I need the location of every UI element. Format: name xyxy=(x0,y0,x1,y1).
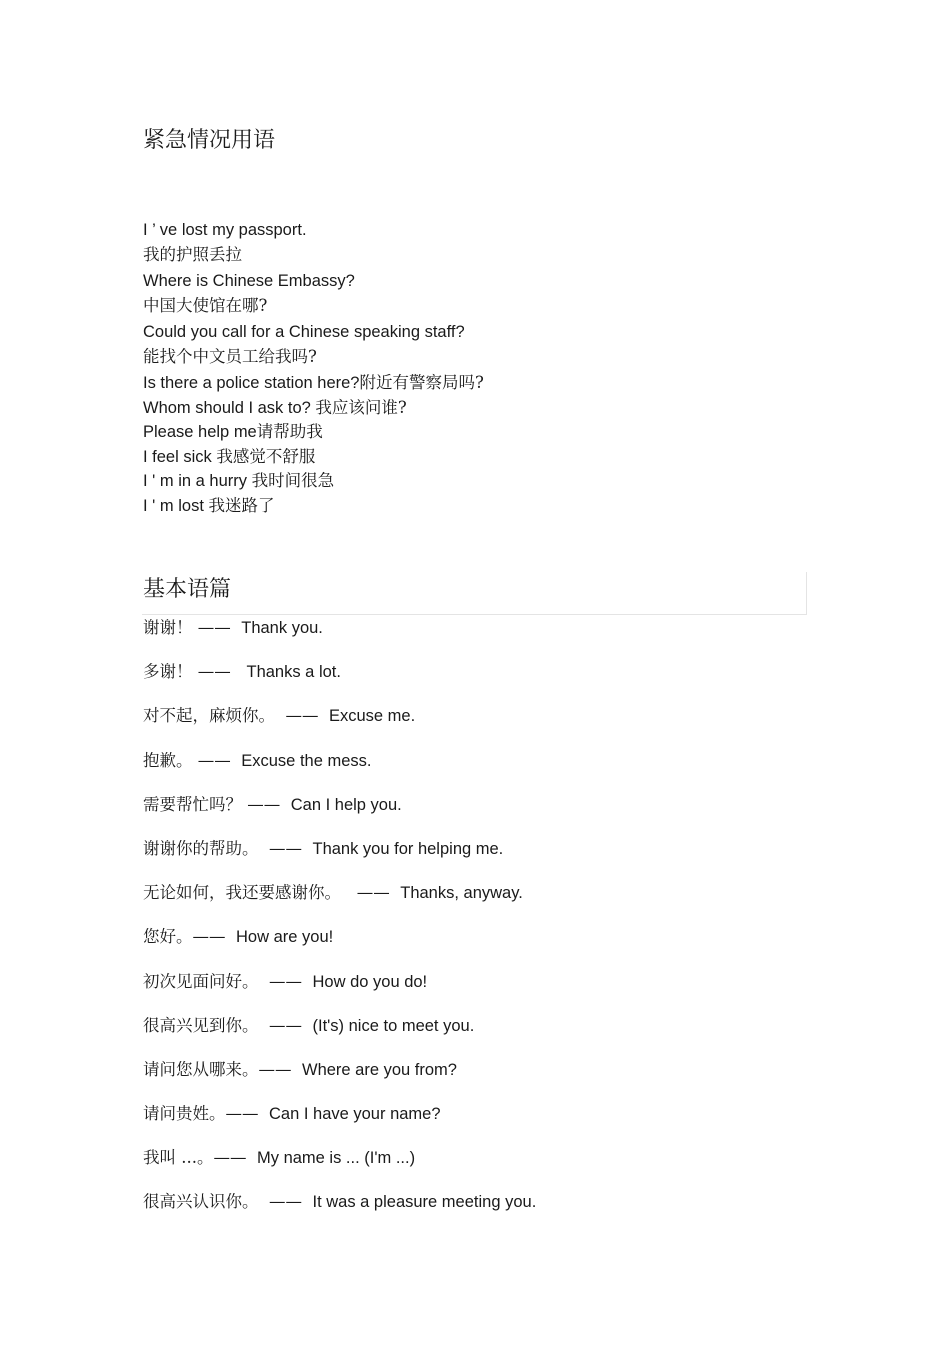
phrase-english: Thank you for helping me. xyxy=(312,839,504,858)
phrase-english: Can I have your name? xyxy=(269,1105,441,1124)
phrase-english: How are you! xyxy=(236,928,334,947)
phrase-chinese: 您好。—— xyxy=(143,927,236,947)
phrase-english: Whom should I ask to? xyxy=(143,398,316,417)
phrase-row xyxy=(143,793,843,837)
phrase-english: Excuse me. xyxy=(328,707,416,726)
phrase-english: I ' m in a hurry xyxy=(143,472,252,490)
phrase-english: Please help me xyxy=(143,423,257,441)
phrase-chinese: 对不起，麻烦你。 —— xyxy=(143,706,329,726)
phrase-row xyxy=(143,1014,843,1058)
phrase-english: I feel sick xyxy=(143,447,217,466)
phrase-line xyxy=(143,396,843,421)
phrase-chinese: 谢谢你的帮助。 —— xyxy=(143,838,313,858)
phrase-english: How do you do! xyxy=(312,972,428,991)
phrase-chinese: 多谢！ —— xyxy=(143,662,247,682)
phrase-chinese: 我感觉不舒服 xyxy=(216,446,316,466)
phrase-english: Thanks a lot. xyxy=(246,663,341,682)
phrase-row xyxy=(143,837,843,881)
phrase-line xyxy=(143,420,843,445)
phrase-chinese: 我时间很急 xyxy=(251,471,335,490)
phrase-english: Excuse the mess. xyxy=(241,751,372,770)
basic-section-header xyxy=(142,572,807,615)
phrase-chinese: 无论如何，我还要感谢你。 —— xyxy=(143,883,401,903)
phrase-chinese: 我的护照丢拉 xyxy=(143,244,242,264)
phrase-chinese: 我迷路了 xyxy=(208,495,275,515)
phrase-chinese: 初次见面问好。 —— xyxy=(143,971,313,991)
phrase-english: Where is Chinese Embassy? xyxy=(143,272,355,290)
phrase-row xyxy=(143,925,843,969)
phrase-english: Thank you. xyxy=(241,619,323,637)
phrase-english: Is there a police station here? xyxy=(143,374,360,392)
phrase-row xyxy=(143,881,843,925)
phrase-line xyxy=(143,445,843,470)
phrase-line xyxy=(143,294,843,319)
phrase-chinese: 很高兴认识你。 —— xyxy=(143,1192,313,1212)
phrase-english: It was a pleasure meeting you. xyxy=(312,1193,537,1212)
phrase-line xyxy=(143,218,843,243)
phrase-english: Could you call for a Chinese speaking staff? xyxy=(143,323,465,341)
phrase-english: I ' m lost xyxy=(143,496,209,515)
basic-phrase-list xyxy=(143,616,843,1235)
phrase-chinese: 中国大使馆在哪? xyxy=(143,295,268,315)
phrase-chinese: 很高兴见到你。 —— xyxy=(143,1015,313,1035)
phrase-chinese: 请帮助我 xyxy=(256,422,323,441)
phrase-row xyxy=(143,970,843,1014)
phrase-english: Where are you from? xyxy=(302,1060,457,1079)
phrase-row xyxy=(143,616,843,660)
phrase-english: I ’ ve lost my passport. xyxy=(143,221,307,239)
phrase-chinese: 我叫 ...。—— xyxy=(143,1148,257,1168)
phrase-chinese: 谢谢！ —— xyxy=(143,618,242,637)
emergency-phrase-list xyxy=(143,218,843,518)
phrase-chinese: 附近有警察局吗? xyxy=(359,373,484,392)
phrase-line xyxy=(143,243,843,268)
phrase-row xyxy=(143,749,843,793)
phrase-line xyxy=(143,320,843,345)
phrase-chinese: 我应该问谁? xyxy=(315,397,407,417)
phrase-row xyxy=(143,704,843,748)
phrase-english: My name is ... (I'm ...) xyxy=(256,1149,416,1168)
phrase-line xyxy=(143,371,843,396)
phrase-row xyxy=(143,1146,843,1190)
phrase-line xyxy=(143,345,843,370)
phrase-chinese: 需要帮忙吗？ —— xyxy=(143,794,291,814)
phrase-line xyxy=(143,269,843,294)
phrase-english: Can I help you. xyxy=(290,795,402,814)
phrase-row xyxy=(143,660,843,704)
phrase-line xyxy=(143,494,843,519)
phrase-row xyxy=(143,1190,843,1234)
phrase-chinese: 请问您从哪来。—— xyxy=(143,1059,302,1079)
emergency-heading: 紧急情况用语 xyxy=(143,128,276,153)
phrase-english: Thanks, anyway. xyxy=(400,884,523,903)
phrase-row xyxy=(143,1102,843,1146)
phrase-row xyxy=(143,1058,843,1102)
phrase-chinese: 能找个中文员工给我吗? xyxy=(143,346,317,366)
phrase-english: (It's) nice to meet you. xyxy=(312,1016,475,1035)
phrase-line xyxy=(143,469,843,494)
phrase-chinese: 请问贵姓。—— xyxy=(143,1104,269,1124)
phrase-chinese: 抱歉。 —— xyxy=(143,750,242,770)
basic-heading: 基本语篇 xyxy=(143,577,232,602)
